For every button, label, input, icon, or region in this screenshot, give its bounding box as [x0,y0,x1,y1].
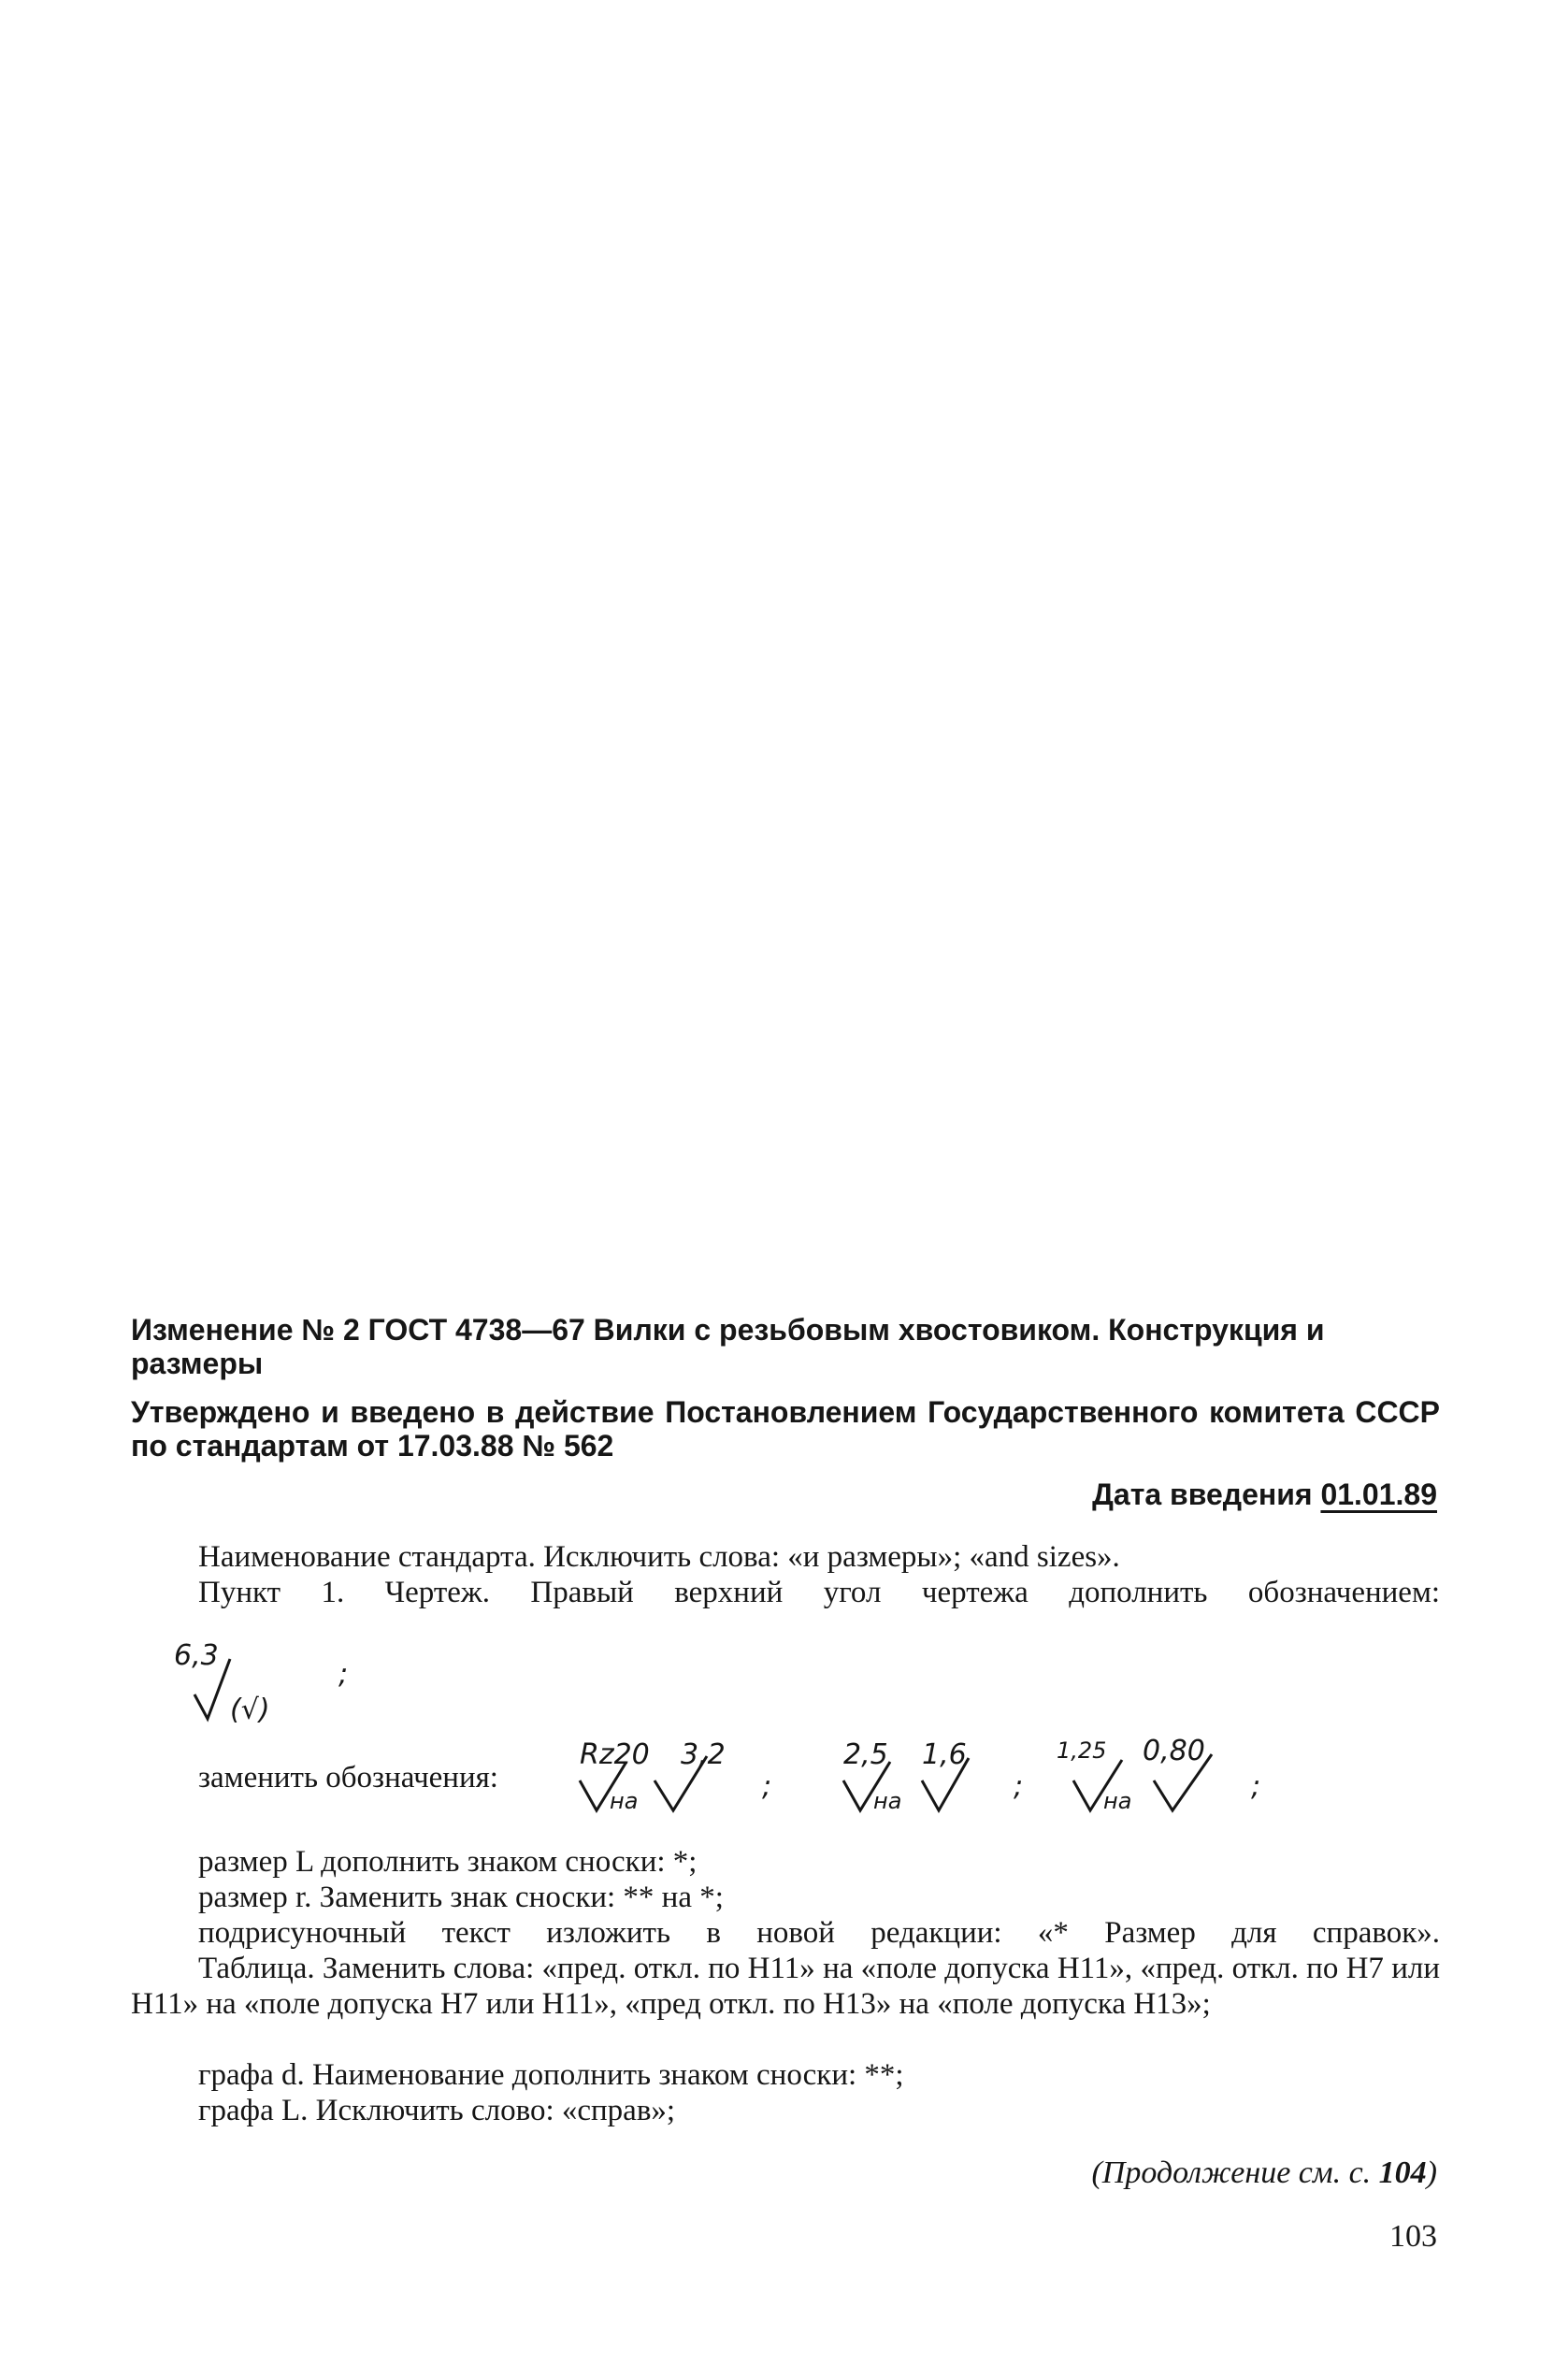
line-column-l: графа L. Исключить слово: «справ»; [198,2094,676,2127]
pair-3-from: 1,25 [1057,1737,1107,1764]
roughness-pair-1 [570,1726,813,1820]
line-size-r: размер r. Заменить знак сноски: ** на *; [198,1881,724,1914]
pair-3-na: на [1103,1788,1132,1814]
effective-date [1092,1476,1437,1513]
effective-date-value: 01.01.89 [1320,1478,1437,1511]
roughness-pair-3 [1057,1726,1281,1820]
page-number: 103 [1389,2219,1437,2254]
pair-2-from: 2,5 [843,1738,888,1771]
line-table: Таблица. Заменить слова: «пред. откл. по H11» на «поле допуска H11», «пред. откл. по H7 или H11» на «поле допуска H7 или H11», «пред откл. по H13» на «поле допуска H13»; [131,1952,1440,2021]
separator: ; [338,1658,349,1691]
roughness-main-tail: (√) [230,1694,270,1726]
pair-3-to: 0,80 [1143,1735,1205,1767]
pair-2-na: на [873,1788,902,1814]
paragraph-standard-name: Наименование стандарта. Исключить слова: «и размеры»; «and sizes». [198,1540,1120,1574]
separator: ; [1251,1770,1261,1803]
roughness-symbol-main [174,1633,417,1736]
roughness-pair-2 [832,1726,1057,1820]
pair-1-from: Rz20 [580,1738,650,1771]
pair-1-to: 3,2 [681,1738,726,1771]
continuation-page: 104 [1378,2155,1427,2190]
approval-statement: Утверждено и введено в действие Постановлением Государственного комитета СССР по стандартам от 17.03.88 № 562 [131,1395,1440,1463]
continuation-note [1091,2155,1437,2192]
pair-2-to: 1,6 [922,1738,967,1771]
separator: ; [762,1770,772,1803]
effective-date-label: Дата введения [1092,1478,1321,1511]
roughness-main-value: 6,3 [174,1639,219,1672]
line-column-d: графа d. Наименование дополнить знаком сноски: **; [198,2058,904,2092]
continuation-prefix: (Продолжение см. с. [1091,2155,1379,2190]
line-caption-text: подрисуночный текст изложить в новой редакции: «* Размер для справок». [198,1916,1440,1950]
pair-1-na: на [610,1788,639,1814]
line-size-l: размер L дополнить знаком сноски: *; [198,1845,698,1879]
continuation-suffix: ) [1426,2155,1437,2190]
separator: ; [1014,1770,1024,1803]
paragraph-point-1: Пункт 1. Чертеж. Правый верхний угол чертежа дополнить обозначением: [198,1576,1440,1609]
replace-label: заменить обозначения: [198,1761,498,1795]
amendment-title: Изменение № 2 ГОСТ 4738—67 Вилки с резьбовым хвостовиком. Конструкция и размеры [131,1313,1325,1380]
